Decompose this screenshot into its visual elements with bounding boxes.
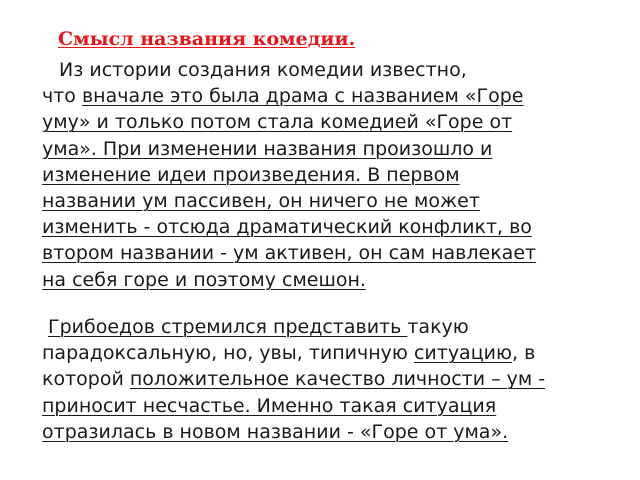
underlined-line: изменение идеи произведения. В первом [42,163,460,186]
text-fragment: что [42,85,82,108]
underlined-line: изменить - отсюда драматический конфликт, во [42,216,532,239]
text-line [42,83,624,109]
underlined-line: названии ум пассивен, он ничего не может [42,190,480,213]
text-fragment: которой [42,368,130,391]
underlined-text: положительное качество личности – ум - [129,368,546,391]
text-line [42,340,626,366]
text-fragment: парадоксальную, но, увы, типичную [42,342,414,365]
underlined-text: вначале это была драма с названием «Горе [81,85,524,108]
underlined-line: на себя горе и поэтому смешон. [42,268,366,291]
underlined-text: ситуацию [413,342,512,365]
underlined-line: уму» и только потом стала комедией «Горе от [42,111,513,134]
text-line [42,314,626,340]
underlined-text: Грибоедов стремился представить [48,316,408,338]
text-fragment: такую [407,316,469,338]
paragraph-griboedov [42,314,626,445]
text-fragment: , в [511,342,536,365]
underlined-line: втором названии - ум активен, он сам навлекает [42,242,537,265]
underlined-line: отразилась в новом названии - «Горе от ума». [42,420,509,443]
underlined-line: приносит несчастье. Именно такая ситуация [42,394,497,417]
text-line [42,366,626,392]
text-line: Из истории создания комедии известно, [59,59,467,81]
slide-title: Смысл названия комедии. [58,28,356,50]
paragraph-history [42,57,624,293]
underlined-line: ума». При изменении названия произошло и [42,137,493,160]
